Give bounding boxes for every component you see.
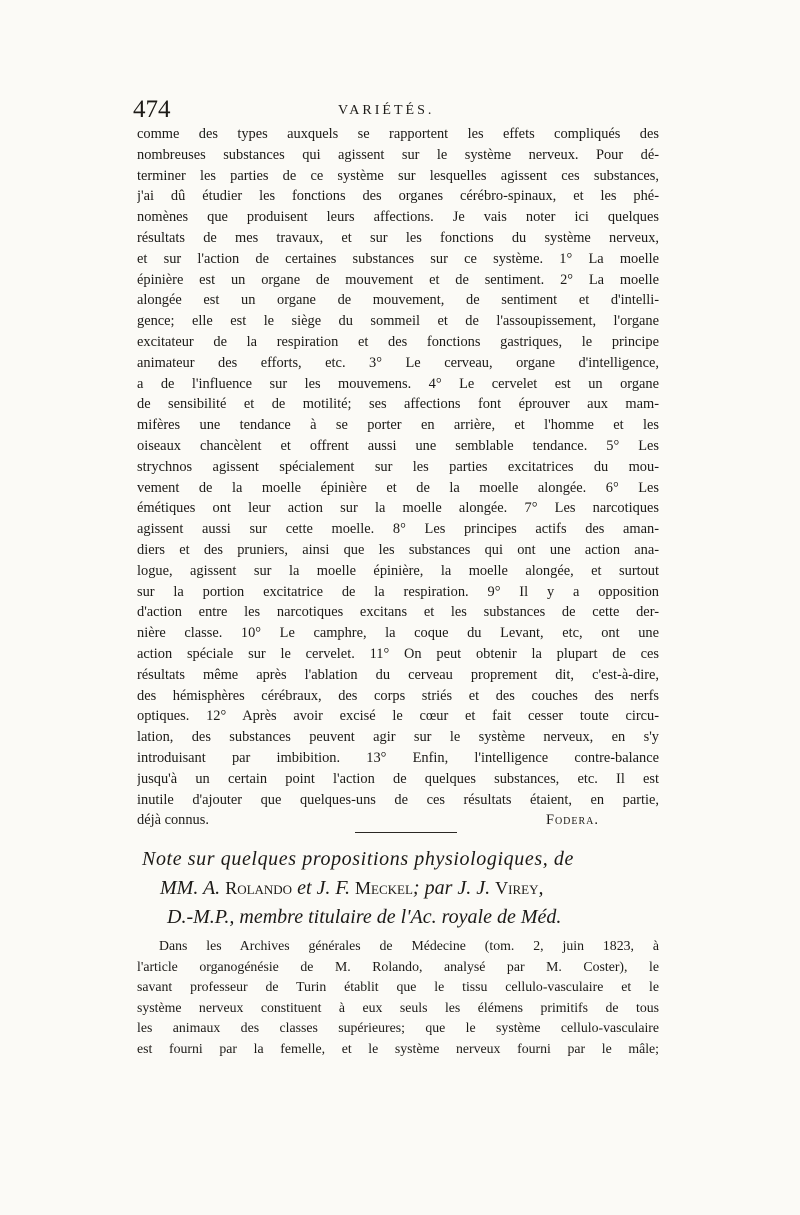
title-line: D.-M.P., membre titulaire de l'Ac. royale de Méd. bbox=[167, 906, 562, 928]
title-text: MM. A. bbox=[160, 877, 226, 899]
title-text: ; par J. J. bbox=[412, 877, 496, 899]
text-line: résultats même après l'ablation du cerveau proprement dit, c'est-à-dire, bbox=[137, 666, 659, 683]
text-line: épinière est un organe de mouvement et de sentiment. 2° La moelle bbox=[137, 271, 659, 288]
text-line: inutile d'ajouter que quelques-uns de ces résultats étaient, en partie, bbox=[137, 791, 659, 808]
text-line: des hémisphères cérébraux, des corps striés et des couches des nerfs bbox=[137, 687, 659, 704]
text-line: agissent aussi sur cette moelle. 8° Les principes actifs des aman- bbox=[137, 521, 659, 538]
text-line: introduisant par imbibition. 13° Enfin, l'intelligence contre-balance bbox=[137, 749, 659, 766]
text-line: et sur l'action de certaines substances sur ce système. 1° La moelle bbox=[137, 250, 659, 267]
closing-line bbox=[137, 810, 659, 831]
title-text: , bbox=[538, 877, 544, 899]
text-line: diers et des pruniers, ainsi que les substances qui ont une action ana- bbox=[137, 541, 659, 558]
article-fodera-body bbox=[137, 124, 659, 831]
text-line: Dans les Archives générales de Médecine (tom. 2, juin 1823, à bbox=[159, 938, 659, 953]
text-line: l'article organogénésie de M. Rolando, analysé par M. Coster), le bbox=[137, 958, 659, 974]
text-line: système nerveux constituent à eux seuls les élémens primitifs de tous bbox=[137, 999, 659, 1015]
title-text: et J. F. bbox=[292, 877, 356, 899]
text-line: savant professeur de Turin établit que le tissu cellulo-vasculaire et le bbox=[137, 979, 659, 994]
text-line: mifères une tendance à se porter en arrière, et l'homme et les bbox=[137, 417, 659, 434]
author-name: Virey bbox=[495, 878, 539, 898]
text-line: vement de la moelle épinière et de la moelle alongée. 6° Les bbox=[137, 479, 659, 496]
author-signature: Fodera. bbox=[545, 812, 599, 829]
text-line: lation, des substances peuvent agir sur le système nerveux, en s'y bbox=[137, 729, 659, 746]
article-virey-body bbox=[137, 936, 659, 1059]
text-line: action spéciale sur le cervelet. 11° On peut obtenir la plupart de ces bbox=[137, 645, 659, 662]
text-line: nomènes que produisent leurs affections. Je vais noter ici quelques bbox=[137, 209, 659, 226]
text-line: excitateur de la respiration et des fonctions gastriques, le principe bbox=[137, 333, 659, 350]
text-line: nière classe. 10° Le camphre, la coque du Levant, etc, ont une bbox=[137, 625, 659, 642]
text-line: de sensibilité et de motilité; ses affections font éprouver aux mam- bbox=[137, 396, 659, 413]
title-line bbox=[140, 874, 660, 903]
text-line: d'action entre les narcotiques excitans et les substances de cette der- bbox=[137, 604, 659, 621]
text-line: nombreuses substances qui agissent sur le système nerveux. Pour dé- bbox=[137, 146, 659, 163]
text-line: sur la portion excitatrice de la respiration. 9° Il y a opposition bbox=[137, 583, 659, 600]
article-title bbox=[140, 845, 660, 932]
text-line: émétiques ont leur action sur la moelle alongée. 7° Les narcotiques bbox=[137, 500, 659, 517]
text-line: logue, agissent sur la moelle épinière, la moelle alongée, et surtout bbox=[137, 562, 659, 579]
section-divider bbox=[355, 832, 457, 833]
author-name: Meckel bbox=[355, 878, 413, 898]
text-line: strychnos agissent spécialement sur les parties excitatrices du mou- bbox=[137, 458, 659, 475]
text-line: j'ai dû étudier les fonctions des organes cérébro-spinaux, et les phé- bbox=[137, 188, 659, 205]
text-line: alongée est un organe de mouvement, de sentiment et d'intelli- bbox=[137, 292, 659, 309]
text-line: résultats de mes travaux, et sur les fonctions du système nerveux, bbox=[137, 229, 659, 246]
text-line: animateur des efforts, etc. 3° Le cerveau, organe d'intelligence, bbox=[137, 354, 659, 371]
text-line: les animaux des classes supérieures; que le système cellulo-vasculaire bbox=[137, 1020, 659, 1035]
text-line: gence; elle est le siège du sommeil et de l'assoupissement, l'organe bbox=[137, 313, 659, 330]
text-line-end: déjà connus. bbox=[137, 812, 209, 829]
running-title: VARIÉTÉS. bbox=[338, 103, 435, 118]
text-line: comme des types auxquels se rapportent les effets compliqués des bbox=[137, 126, 659, 142]
text-line: terminer les parties de ce système sur lesquelles agissent ces substances, bbox=[137, 167, 659, 184]
text-line: optiques. 12° Après avoir excisé le cœur et fait cesser toute circu- bbox=[137, 708, 659, 725]
author-name: Rolando bbox=[225, 878, 293, 898]
page-number: 474 bbox=[133, 96, 171, 123]
text-line: jusqu'à un certain point l'action de quelques substances, etc. Il est bbox=[137, 770, 659, 787]
text-line: est fourni par la femelle, et le système nerveux fourni par le mâle; bbox=[137, 1040, 659, 1056]
text-line: oiseaux chancèlent et offrent aussi une semblable tendance. 5° Les bbox=[137, 437, 659, 454]
text-line: a de l'influence sur les mouvemens. 4° Le cervelet est un organe bbox=[137, 375, 659, 392]
title-line: Note sur quelques propositions physiologiques, de bbox=[142, 848, 574, 870]
page-header bbox=[133, 96, 665, 126]
